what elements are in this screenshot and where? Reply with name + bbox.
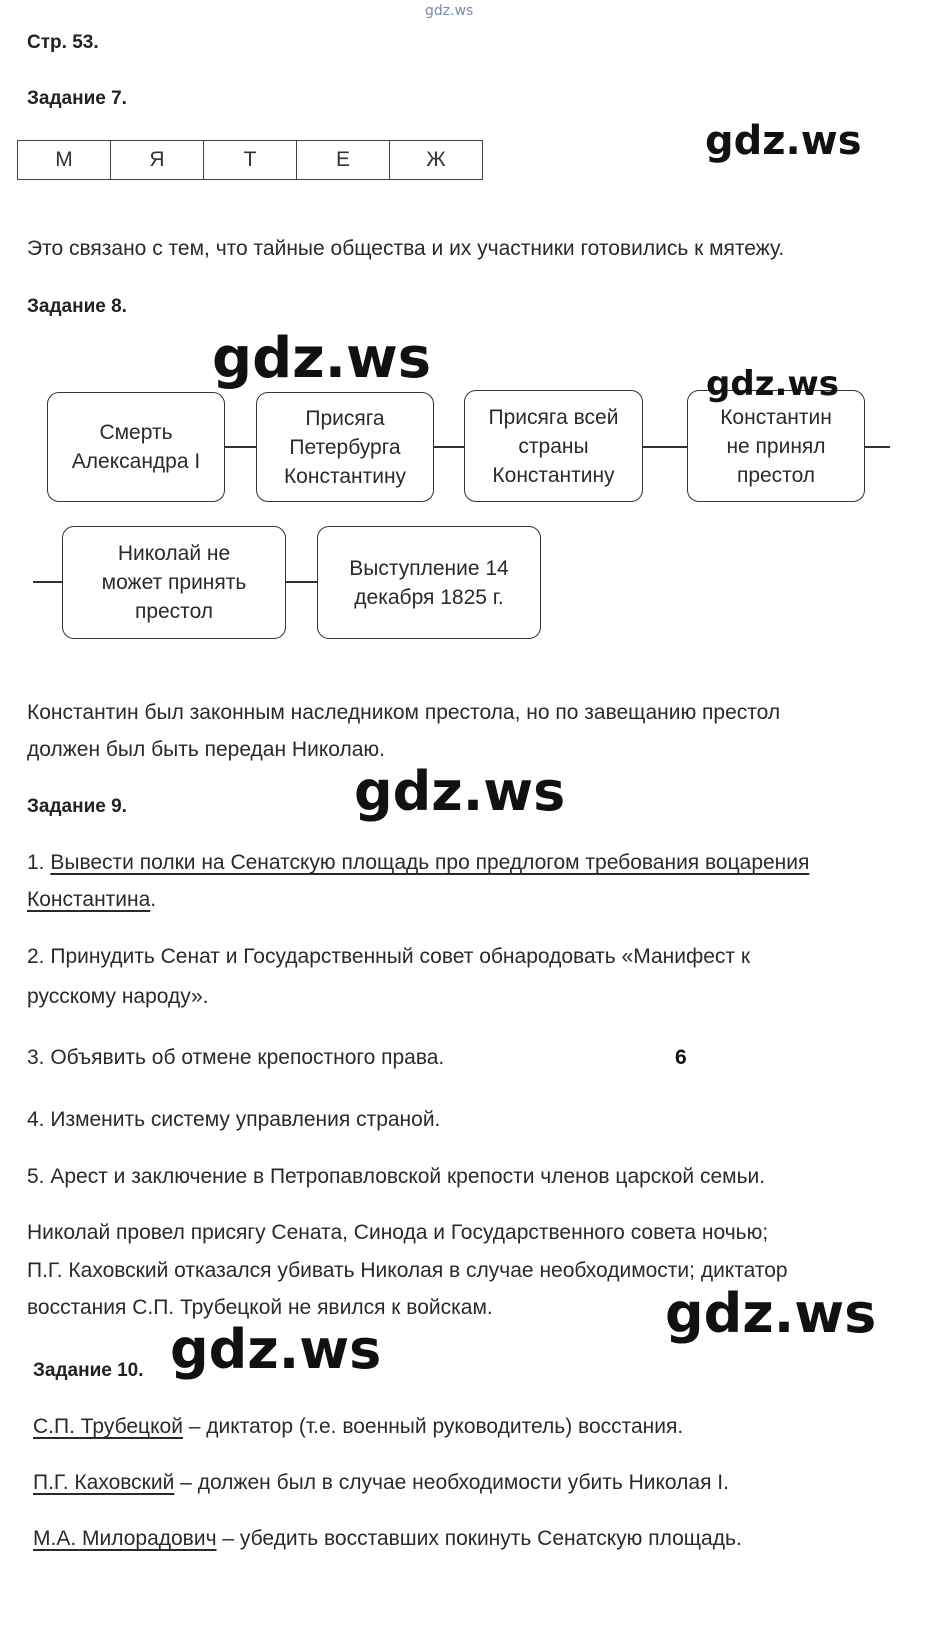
flow-box <box>317 526 541 639</box>
task9-item1-line2 <box>27 888 156 912</box>
flow-box-line: престол <box>134 600 214 623</box>
letter-cell: Т <box>204 141 297 180</box>
task9-title: Задание 9. <box>27 796 127 817</box>
task7-title: Задание 7. <box>27 88 127 109</box>
letter-cell: Я <box>111 141 204 180</box>
flow-box <box>256 392 434 502</box>
watermark: gdz.ws <box>354 760 566 823</box>
task9-item1-line1 <box>27 851 809 875</box>
flow-box-line: Смерть <box>99 421 173 444</box>
task9-item2-line: 2. Принудить Сенат и Государственный совет обнародовать «Манифест к <box>27 945 751 968</box>
stray-mark: 6 <box>675 1046 687 1069</box>
watermark: gdz.ws <box>665 1282 877 1345</box>
task8-title: Задание 8. <box>27 296 127 317</box>
flow-connector <box>33 581 63 583</box>
watermark: gdz.ws <box>705 118 862 164</box>
flow-box-line: Константину <box>283 464 407 488</box>
flow-box-line: Присяга <box>305 406 385 430</box>
flow-box-line: престол <box>736 463 816 487</box>
underlined-text: Вывести полки на Сенатскую площадь про предлогом требования воцарения <box>50 851 810 874</box>
person-name: С.П. Трубецкой <box>33 1415 183 1438</box>
flow-box-line: может принять <box>101 571 247 594</box>
letter-cell: М <box>18 141 111 180</box>
word-table <box>17 140 483 180</box>
task10-item <box>33 1415 683 1439</box>
task9-item5: 5. Арест и заключение в Петропавловской крепости членов царской семьи. <box>27 1165 766 1188</box>
flow-connector <box>642 446 688 448</box>
flow-box <box>464 390 643 502</box>
flow-box-line: Николай не <box>117 542 231 565</box>
flow-connector <box>864 446 890 448</box>
top-watermark: gdz.ws <box>425 3 474 19</box>
flow-connector <box>224 446 257 448</box>
watermark: gdz.ws <box>706 364 840 404</box>
task8-answer-line: должен был быть передан Николаю. <box>27 738 385 761</box>
task8-answer-line: Константин был законным наследником престола, но по завещанию престол <box>27 701 781 724</box>
task9-item4: 4. Изменить систему управления страной. <box>27 1108 441 1131</box>
watermark: gdz.ws <box>170 1318 382 1381</box>
item-number: 1. <box>27 851 45 874</box>
letter-cell: Е <box>297 141 390 180</box>
flow-box <box>47 392 225 502</box>
flow-box <box>687 390 865 502</box>
task10-title: Задание 10. <box>33 1360 144 1381</box>
person-role: – диктатор (т.е. военный руководитель) восстания. <box>182 1415 684 1438</box>
watermark: gdz.ws <box>212 326 432 391</box>
letter-cell: Ж <box>390 141 483 180</box>
person-name: П.Г. Каховский <box>33 1471 175 1494</box>
task10-item <box>33 1471 729 1495</box>
flow-box-line: декабря 1825 г. <box>354 585 504 609</box>
task9-note-line: восстания С.П. Трубецкой не явился к войскам. <box>27 1296 493 1319</box>
task10-item <box>33 1527 742 1551</box>
flow-box-line: страны <box>518 434 589 458</box>
flow-box-line: Петербурга <box>289 435 401 459</box>
task9-note-line: Николай провел присягу Сената, Синода и Государственного совета ночью; <box>27 1221 769 1244</box>
task9-item3: 3. Объявить об отмене крепостного права. <box>27 1046 445 1069</box>
flow-box-line: Константин <box>720 405 832 429</box>
period: . <box>150 888 157 911</box>
person-name: М.А. Милорадович <box>33 1527 217 1550</box>
flow-box-line: Константину <box>492 463 615 487</box>
flow-box-line: Присяга всей <box>488 405 619 429</box>
person-role: – должен был в случае необходимости убить Николая I. <box>174 1471 729 1494</box>
flow-connector <box>285 581 318 583</box>
page-label: Стр. 53. <box>27 32 99 53</box>
flow-box-line: не принял <box>726 434 826 458</box>
person-role: – убедить восставших покинуть Сенатскую площадь. <box>216 1527 742 1550</box>
flow-box <box>62 526 286 639</box>
task9-note-line: П.Г. Каховский отказался убивать Николая в случае необходимости; диктатор <box>27 1259 788 1282</box>
underlined-text: Константина <box>27 888 151 911</box>
task9-item2-line: русскому народу». <box>27 985 209 1008</box>
flow-box-line: Александра I <box>71 450 201 473</box>
flow-box-line: Выступление 14 <box>349 556 509 580</box>
flow-connector <box>433 446 465 448</box>
task7-answer: Это связано с тем, что тайные общества и их участники готовились к мятежу. <box>27 237 785 260</box>
